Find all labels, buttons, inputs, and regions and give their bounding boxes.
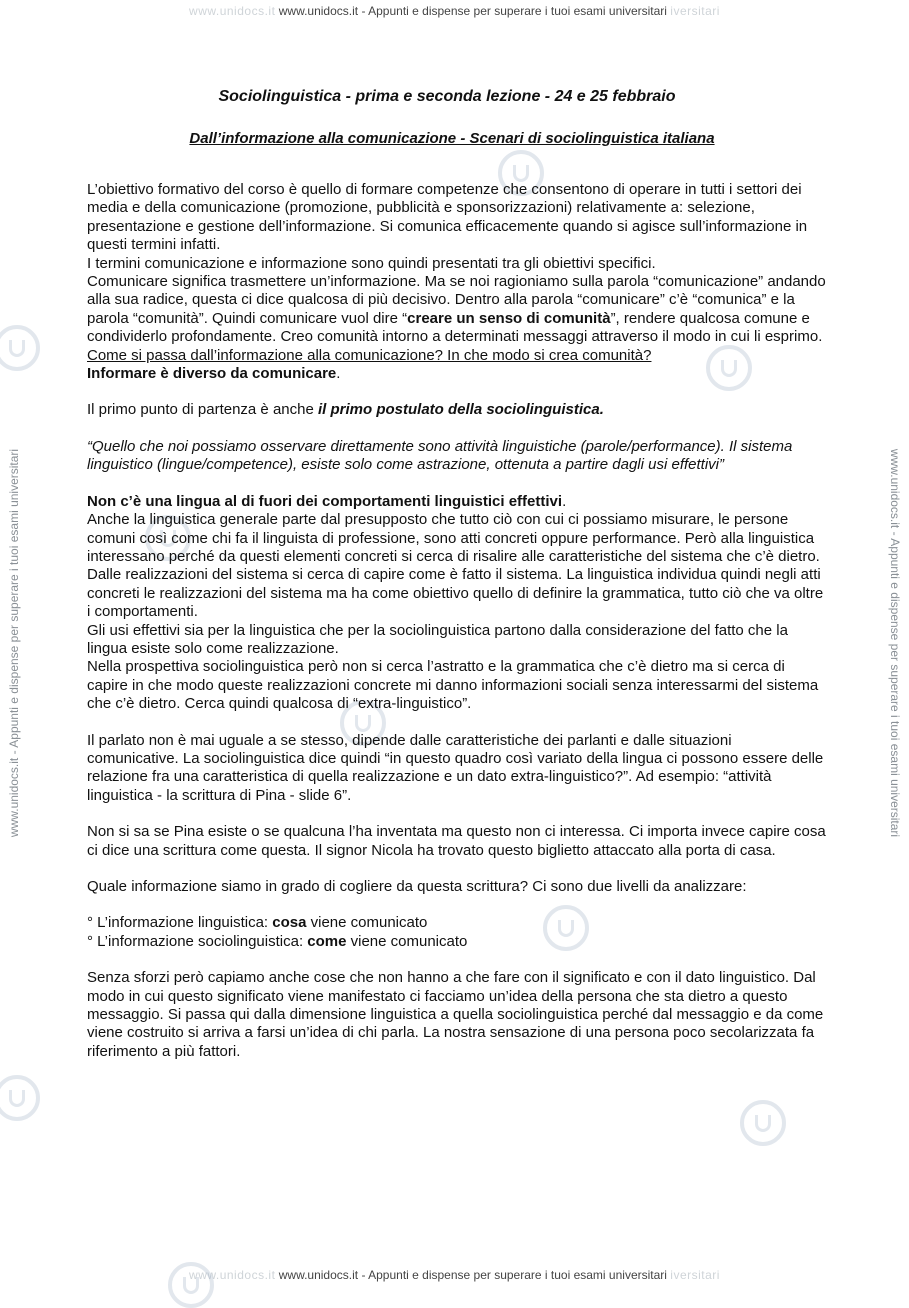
list-item (87, 933, 827, 951)
watermark-logo-icon (740, 1100, 786, 1146)
paragraph-linguistica: Anche la linguistica generale parte dal presupposto che tutto ciò con cui ci possiamo misurare, le persone comuni così come chi fa il linguista di professione, sono atti concreti oppure performance. Però alla linguistica interessano perché da questi elementi concreti si cerca di risalire alle caratteristiche del sistema che c’è dietro. Dalle realizzazioni del sistema si cerca di capire come è fatto il sistema. La linguistica individua quindi negli atti concreti le realizzazioni del sistema ma ha come obiettivo quello di definire la grammatica, tutto ciò che va oltre i comportamenti. (87, 511, 824, 621)
section-heading (87, 493, 827, 511)
paragraph-comunicare (87, 273, 827, 347)
bold-italic-phrase: il primo postulato della sociolinguistica. (317, 401, 604, 419)
header-ghost-prefix: www.unidocs.it (189, 4, 276, 18)
paragraph-intro: L’obiettivo formativo del corso è quello di formare competenze che consentono di operare in tutti i settori dei media e della comunicazione (promozione, pubblicità e sponsorizzazioni) relativamente a: selezione, presentazione e gestione dell’informazione. Si comunica efficacemente quando si agisce sull’informazione in questi termini infatti. (87, 181, 808, 254)
text-run: ° L’informazione sociolinguistica: (87, 932, 308, 950)
header-ghost-suffix: iversitari (670, 4, 720, 18)
watermark-logo-icon (0, 325, 40, 371)
text-run: ° L’informazione linguistica: (87, 914, 273, 932)
bold-phrase: Informare è diverso da comunicare (87, 365, 337, 383)
right-side-banner-text: www.unidocs.it - Appunti e dispense per superare i tuoi esami universitari (888, 448, 903, 838)
text-run: Il primo punto di partenza è anche (87, 401, 318, 419)
text-run: . (336, 365, 341, 383)
header-banner-text: www.unidocs.it - Appunti e dispense per superare i tuoi esami universitari (278, 4, 667, 18)
paragraph-conclusion: Senza sforzi però capiamo anche cose che non hanno a che fare con il significato e con il dato linguistico. Dal modo in cui questo significato viene manifestato ci facciamo un’idea della persona che sta dietro a questo messaggio. Si passa qui dalla dimensione linguistica a quella sociolinguistica perché dal messaggio e da come viene costruito si arriva a farsi un’idea di chi parla. La nostra sensazione di una persona poco secolarizzata fa riferimento a più fattori. (87, 969, 824, 1060)
right-side-banner (885, 0, 905, 1286)
bold-statement (87, 365, 827, 383)
paragraph-parlato: Il parlato non è mai uguale a se stesso, dipende dalle caratteristiche dei parlanti e dalle situazioni comunicative. La sociolinguistica dice quindi “in questo quadro così variato della lingua ci possono essere delle relazione fra una caratteristica di quella realizzazione e un dato extra-linguistico?”. Ad esempio: “attività linguistica - la scrittura di Pina - slide 6”. (87, 731, 824, 804)
bold-phrase: creare un senso di comunità (407, 309, 611, 327)
left-side-banner-text: www.unidocs.it - Appunti e dispense per superare i tuoi esami universitari (7, 448, 22, 838)
bold-phrase: come (307, 932, 347, 950)
paragraph-pina: Non si sa se Pina esiste o se qualcuna l’ha inventata ma questo non ci interessa. Ci importa invece capire cosa ci dice una scrittura come questa. Il signor Nicola ha trovato questo biglietto attaccato alla porta di casa. (87, 823, 826, 859)
text-run: viene comunicato (346, 932, 468, 950)
paragraph-terms: I termini comunicazione e informazione sono quindi presentati tra gli obiettivi specifici. (87, 254, 656, 272)
page-title: Sociolinguistica - prima e seconda lezione - 24 e 25 febbraio (218, 88, 676, 105)
paragraph-usi: Gli usi effettivi sia per la linguistica che per la sociolinguistica partono dalla considerazione del fatto che la lingua esiste solo come realizzazione. (87, 621, 788, 657)
quote-block: “Quello che noi possiamo osservare direttamente sono attività linguistiche (parole/performance). Il sistema linguistico (lingue/competence), esiste solo come astrazione, ottenuta a partire dagli usi effettivi” (87, 437, 793, 474)
text-run: ”, rendere qualcosa comune e condividerlo profondamente. Creo comunità intorno a determinati messaggi attraverso il modo in cui li esprimo. (87, 309, 823, 346)
paragraph-prospettiva: Nella prospettiva sociolinguistica però non si cerca l’astratto e la grammatica che c’è dietro ma si cerca di capire in che modo queste realizzazioni concrete mi danno informazioni sociali senza interessarmi del sistema che c’è dietro. Cerca quindi qualcosa di “extra-linguistico”. (87, 658, 819, 713)
watermark-logo-icon (168, 1262, 214, 1308)
watermark-logo-icon (0, 1075, 40, 1121)
text-run: . (562, 492, 567, 510)
document-page (87, 88, 827, 1061)
underlined-question: Come si passa dall’informazione alla comunicazione? In che modo si crea comunità? (87, 346, 652, 364)
footer-ghost-suffix: iversitari (670, 1268, 720, 1282)
text-run: viene comunicato (306, 914, 428, 932)
bold-heading: Non c’è una lingua al di fuori dei comportamenti linguistici effettivi (87, 492, 563, 510)
paragraph-question: Quale informazione siamo in grado di cogliere da questa scrittura? Ci sono due livelli da analizzare: (87, 878, 747, 895)
bold-phrase: cosa (272, 914, 307, 932)
footer-banner (0, 1268, 909, 1282)
document-body (87, 181, 827, 1061)
footer-banner-text: www.unidocs.it - Appunti e dispense per superare i tuoi esami universitari (278, 1268, 667, 1282)
list-item (87, 914, 827, 932)
footer-ghost-prefix: www.unidocs.it (189, 1268, 276, 1282)
text-run: Comunicare significa trasmettere un’informazione. Ma se noi ragioniamo sulla parola “comunicazione” andando alla sua radice, questa ci dice qualcosa di più decisivo. Dentro alla parola “comunicare” c’è “comunica” e la parola “comunità”. Quindi comunicare vuol dire “ (87, 273, 826, 327)
header-banner (0, 4, 909, 18)
page-subtitle: Dall’informazione alla comunicazione - Scenari di sociolinguistica italiana (189, 130, 715, 147)
paragraph-postulate (87, 401, 827, 419)
